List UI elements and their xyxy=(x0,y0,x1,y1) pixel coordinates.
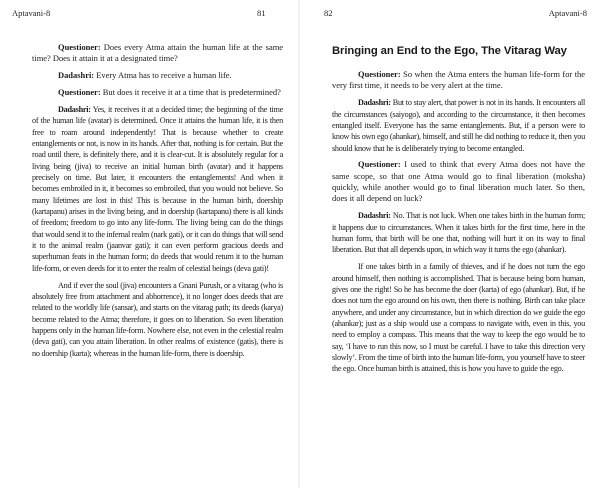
paragraph xyxy=(32,87,283,98)
paragraph xyxy=(332,159,585,204)
paragraph xyxy=(332,210,585,255)
paragraph-text: Every Atma has to receive a human life. xyxy=(96,70,232,81)
speaker-label: Dadashri: xyxy=(358,211,391,221)
speaker-label: Dadashri: xyxy=(58,104,91,114)
speaker-label: Dadashri: xyxy=(358,98,391,108)
chapter-title: Bringing an End to the Ego, The Vitarag Way xyxy=(332,45,567,57)
paragraph-text: No. That is not luck. When one takes birth in the human form; it happens due to circumstances. When it takes birth for the first time, here in the human form, that birth will be one that, nothing will hurt it on its way to final liberation. But that all depends upon, in which way it turns the ego (ahankar). xyxy=(332,211,585,255)
left-page xyxy=(0,0,299,488)
left-running-head: Aptavani-8 xyxy=(12,8,51,18)
paragraph-text: I used to think that every Atma does not have the same scope, so that one Atma would go to final liberation (moksha) quickly, while another would go to final liberation much later. So then, does it all depend on luck? xyxy=(332,159,585,204)
paragraph xyxy=(332,97,585,154)
paragraph xyxy=(32,280,283,359)
speaker-label: Dadashri: xyxy=(58,70,95,81)
paragraph-text: And if ever the soul (jiva) encounters a Gnani Purush, or a vitarag (who is absolutely free from attachment and abhorrence), it no longer does deeds that are related to the worldly life (sansar), and starts on the vitarag path; its deeds (karya) become related to the Atma; therefore, it goes on to liberation. So even liberation happens only in the human life-form. Nowhere else, not even in the celestial realm (deva gati), can you attain liberation. In other realms of existence (gatis), there is no doership (karta); whereas in the human life-form, there is doership. xyxy=(32,280,283,358)
paragraph xyxy=(32,104,283,274)
paragraph xyxy=(332,69,585,92)
paragraph-text: Yes, it receives it at a decided time; the beginning of the time of the human life (avatar) is determined. Once it attains the human life, it is then free to roam around independently! That is because whether to create entanglements or not, is now in its hands. After that, nothing is for certain. But the road until there, is definitely there, and it is clear-cut. It is absolutely regular for a living being (jiva) to receive an initial human birth (avatar) and it happens precisely on time. But later, it encounters the entanglements! And when it becomes embroiled in it, it becomes so embroiled, that you would not believe. So many lifetimes are lost in this! This is because in the human birth, doership (kartapanu) arises in the living being, and in doership (kartapanu) there is all kinds of freedom; freedom to go into any life-form. The living being can do the things that would send it to the infernal realm (nark gati), or it can do things that will send it to the animal realm (jaanvar gati); it can even perform gracious deeds and superhuman feats in the human form; do deeds that would return it to the human life-form, or even deeds for it to enter the realm of celestial beings (deva gati)! xyxy=(32,104,283,273)
paragraph xyxy=(332,261,585,374)
right-body xyxy=(332,69,585,380)
speaker-label: Questioner: xyxy=(58,87,101,98)
paragraph xyxy=(32,70,283,81)
paragraph xyxy=(32,42,283,65)
right-page-number: 82 xyxy=(324,8,333,18)
paragraph-text: But to stay alert, that power is not in its hands. It encounters all the circumstances (saiyogo), and according to the circumstance, it then becomes entangled itself. Everyone has the same entanglements. But, if a person were to know his own ego (ahankar), himself, and still he did nothing to reduce it, then you should know that he is deliberately trying to become entangled. xyxy=(332,98,586,153)
right-running-head: Aptavani-8 xyxy=(548,8,587,18)
speaker-label: Questioner: xyxy=(58,42,101,52)
speaker-label: Questioner: xyxy=(358,69,401,79)
left-page-number: 81 xyxy=(257,8,266,18)
right-page xyxy=(300,0,599,488)
paragraph-text: If one takes birth in a family of thieves, and if he does not turn the ego around himself, then nothing is accomplished. That is because being born human, gives one the right! So he has become the doer (karta) of ego (ahankar). But, if he does not turn the ego around on his own, then there is nothing. Birth can take place anywhere, and under any circumstance, but in which direction do we guide the ego (ahankar); just as a ship would use a compass to navigate with, even in this, you need to employ a compass. This means that the way to keep the ego would be to say, ‘I have to run this now, so I must be careful. I have to take this direction very slowly’. From the time of birth into the human life-form, you yourself have to steer the ego. Once human birth is attained, this is how you have to guide the ego. xyxy=(332,262,585,374)
paragraph-text: But does it receive it at a time that is predetermined? xyxy=(102,87,281,98)
paragraph-text: Does every Atma attain the human life at the same time? Does it attain it at a designated time? xyxy=(32,42,283,64)
speaker-label: Questioner: xyxy=(358,159,401,170)
left-body xyxy=(32,42,283,364)
paragraph-text: So when the Atma enters the human life-form for the very first time, it needs to be very alert at the time. xyxy=(332,69,586,91)
